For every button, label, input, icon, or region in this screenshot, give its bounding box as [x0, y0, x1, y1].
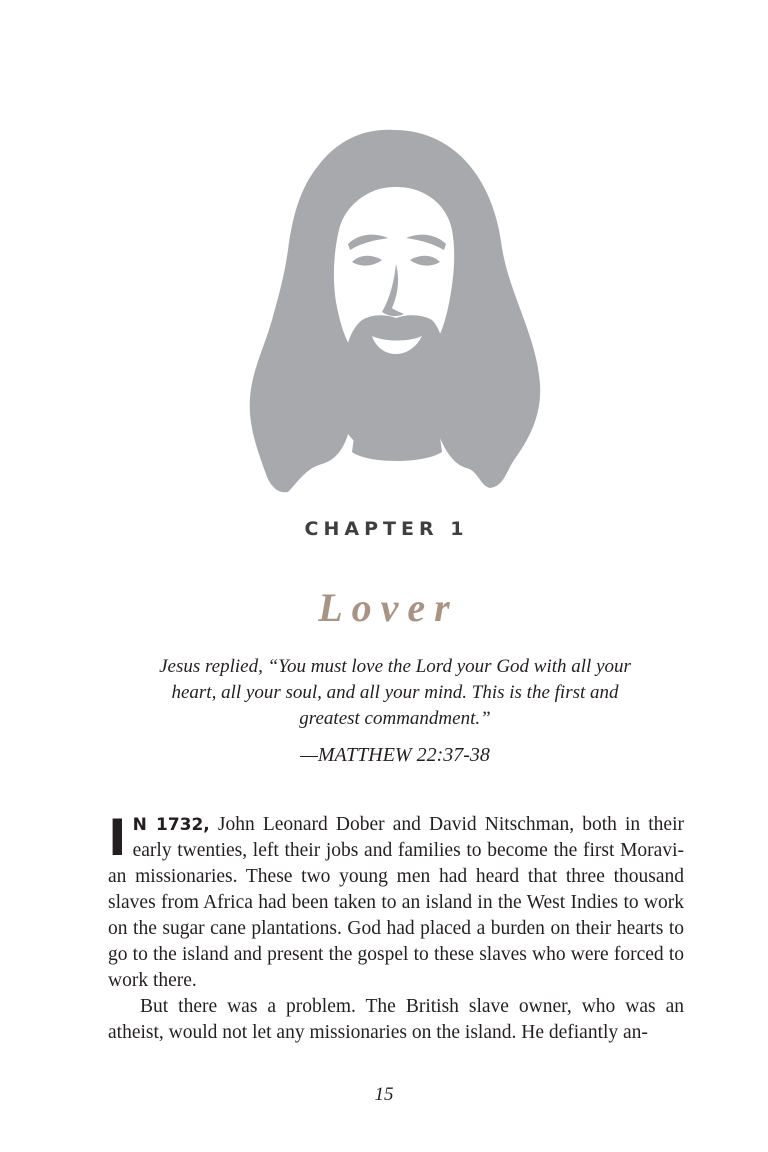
- paragraph-2: But there was a problem. The British slave owner, who was an atheist, would not let any missionaries on the island. He defiantly an-: [108, 996, 684, 1043]
- paragraph-1-text: John Leonard Dober and David Nitschman, both in their early twenties, left their jobs and families to become the first Moravian missionaries. These two young men had heard that three thousand slaves from Africa had been taken to an island in the West Indies to work on the sugar cane plantations. God had placed a burden on their hearts to go to the island and present the gospel to these slaves who were forced to work there.: [108, 814, 684, 991]
- lead-in: N 1732,: [132, 815, 210, 835]
- paragraph-1: [108, 809, 684, 994]
- drop-cap: I: [108, 809, 127, 867]
- jesus-portrait-icon: [244, 122, 544, 498]
- chapter-title: Lover: [318, 585, 459, 630]
- page-number: 15: [374, 1084, 394, 1105]
- epigraph-quote: Jesus replied, “You must love the Lord your God with all your heart, all your soul, and all your mind. This is the first and greatest commandment.”: [159, 656, 631, 729]
- chapter-label: CHAPTER 1: [304, 518, 469, 540]
- body-text: [108, 809, 684, 1046]
- epigraph-source: —MATTHEW 22:37-38: [300, 744, 490, 766]
